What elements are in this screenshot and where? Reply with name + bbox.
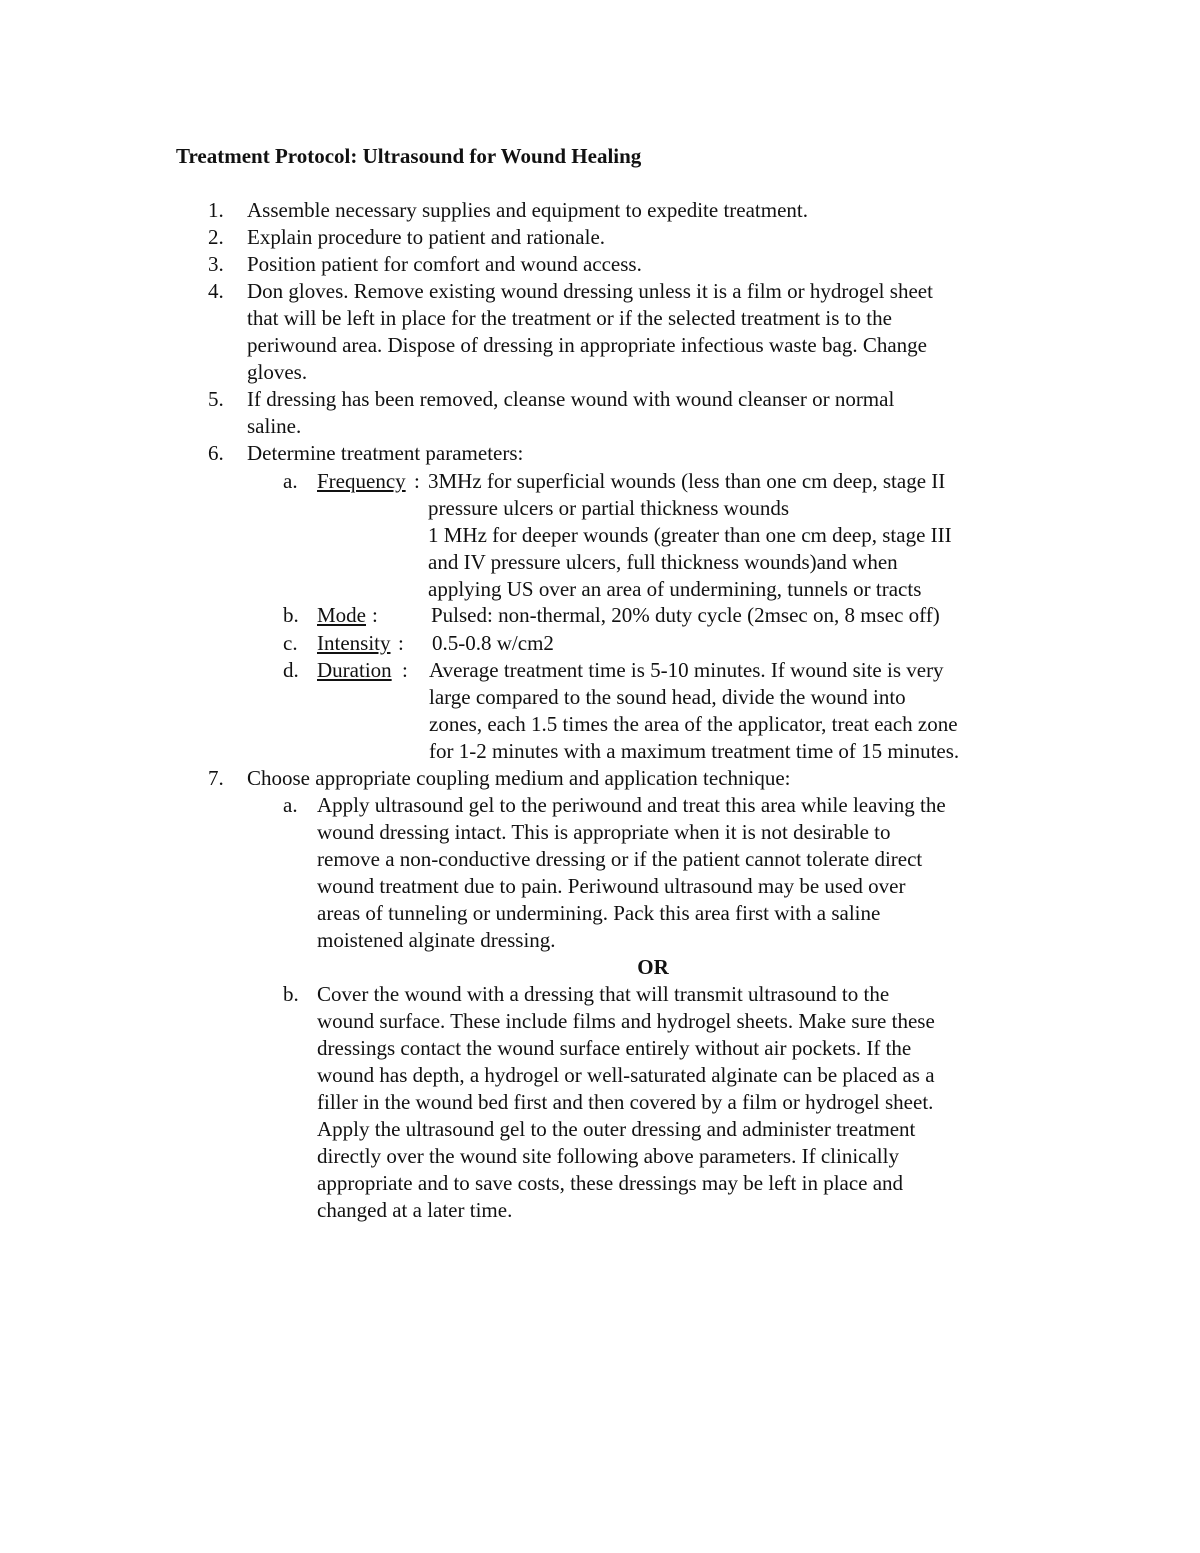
technique-text: Apply ultrasound gel to the periwound and treat this area while leaving the wound dressing intact. This is appropriate when it is not desirable to remove a non-conductive dressing or if the patient cannot tolerate direct wound treatment due to pain. Periwound ultrasound may be used over areas of tunneling or undermining. Pack this area first with a saline moistened alginate dressing. bbox=[317, 793, 946, 952]
parameter-value: 0.5-0.8 w/cm2 bbox=[432, 631, 554, 655]
parameter-label: Frequency bbox=[317, 469, 406, 493]
or-separator: OR bbox=[637, 955, 669, 979]
list-number: 1. bbox=[208, 198, 224, 222]
list-text: Choose appropriate coupling medium and application technique: bbox=[247, 766, 791, 790]
list-text: Assemble necessary supplies and equipment to expedite treatment. bbox=[247, 198, 809, 222]
list-number: 7. bbox=[208, 766, 224, 790]
parameter-value: Average treatment time is 5-10 minutes. If wound site is very large compared to the sound head, divide the wound into zones, each 1.5 times the area of the applicator, treat each zone for 1-2 minutes with a maximum treatment time of 15 minutes. bbox=[429, 658, 960, 763]
sub-letter: a. bbox=[283, 469, 298, 493]
parameter-colon: : bbox=[414, 469, 420, 493]
list-number: 2. bbox=[208, 225, 224, 249]
parameter-colon: : bbox=[372, 603, 378, 627]
sub-letter: a. bbox=[283, 793, 298, 817]
list-number: 4. bbox=[208, 279, 224, 303]
sub-letter: b. bbox=[283, 603, 299, 627]
list-text: If dressing has been removed, cleanse wound with wound cleanser or normal saline. bbox=[247, 387, 895, 438]
parameter-value: Pulsed: non-thermal, 20% duty cycle (2msec on, 8 msec off) bbox=[431, 603, 940, 627]
parameter-label: Intensity bbox=[317, 631, 391, 655]
list-text: Explain procedure to patient and rationale. bbox=[247, 225, 606, 249]
parameter-colon: : bbox=[398, 631, 404, 655]
list-number: 3. bbox=[208, 252, 224, 276]
page-title: Treatment Protocol: Ultrasound for Wound Healing bbox=[176, 144, 642, 168]
parameter-label: Mode bbox=[317, 603, 366, 627]
parameter-label: Duration bbox=[317, 658, 392, 682]
list-text: Don gloves. Remove existing wound dressing unless it is a film or hydrogel sheet that will be left in place for the treatment or if the selected treatment is to the periwound area. Dispose of dressing in appropriate infectious waste bag. Change gloves. bbox=[247, 279, 933, 384]
list-number: 6. bbox=[208, 441, 224, 465]
technique-text: Cover the wound with a dressing that will transmit ultrasound to the wound surface. These include films and hydrogel sheets. Make sure these dressings contact the wound surface entirely without air pockets. If the wound has depth, a hydrogel or well-saturated alginate can be placed as a filler in the wound bed first and then covered by a film or hydrogel sheet. Apply the ultrasound gel to the outer dressing and administer treatment directly over the wound site following above parameters. If clinically appropriate and to save costs, these dressings may be left in place and changed at a later time. bbox=[317, 982, 935, 1222]
sub-letter: b. bbox=[283, 982, 299, 1006]
list-text: Position patient for comfort and wound access. bbox=[247, 252, 642, 276]
list-text: Determine treatment parameters: bbox=[247, 441, 524, 465]
list-number: 5. bbox=[208, 387, 224, 411]
parameter-colon: : bbox=[402, 658, 408, 682]
sub-letter: c. bbox=[283, 631, 298, 655]
sub-letter: d. bbox=[283, 658, 299, 682]
parameter-value: 3MHz for superficial wounds (less than one cm deep, stage II pressure ulcers or partial thickness wounds 1 MHz for deeper wounds (greater than one cm deep, stage III and IV pressure ulcers, full thickness wounds)and when applying US over an area of undermining, tunnels or tracts bbox=[428, 469, 952, 601]
